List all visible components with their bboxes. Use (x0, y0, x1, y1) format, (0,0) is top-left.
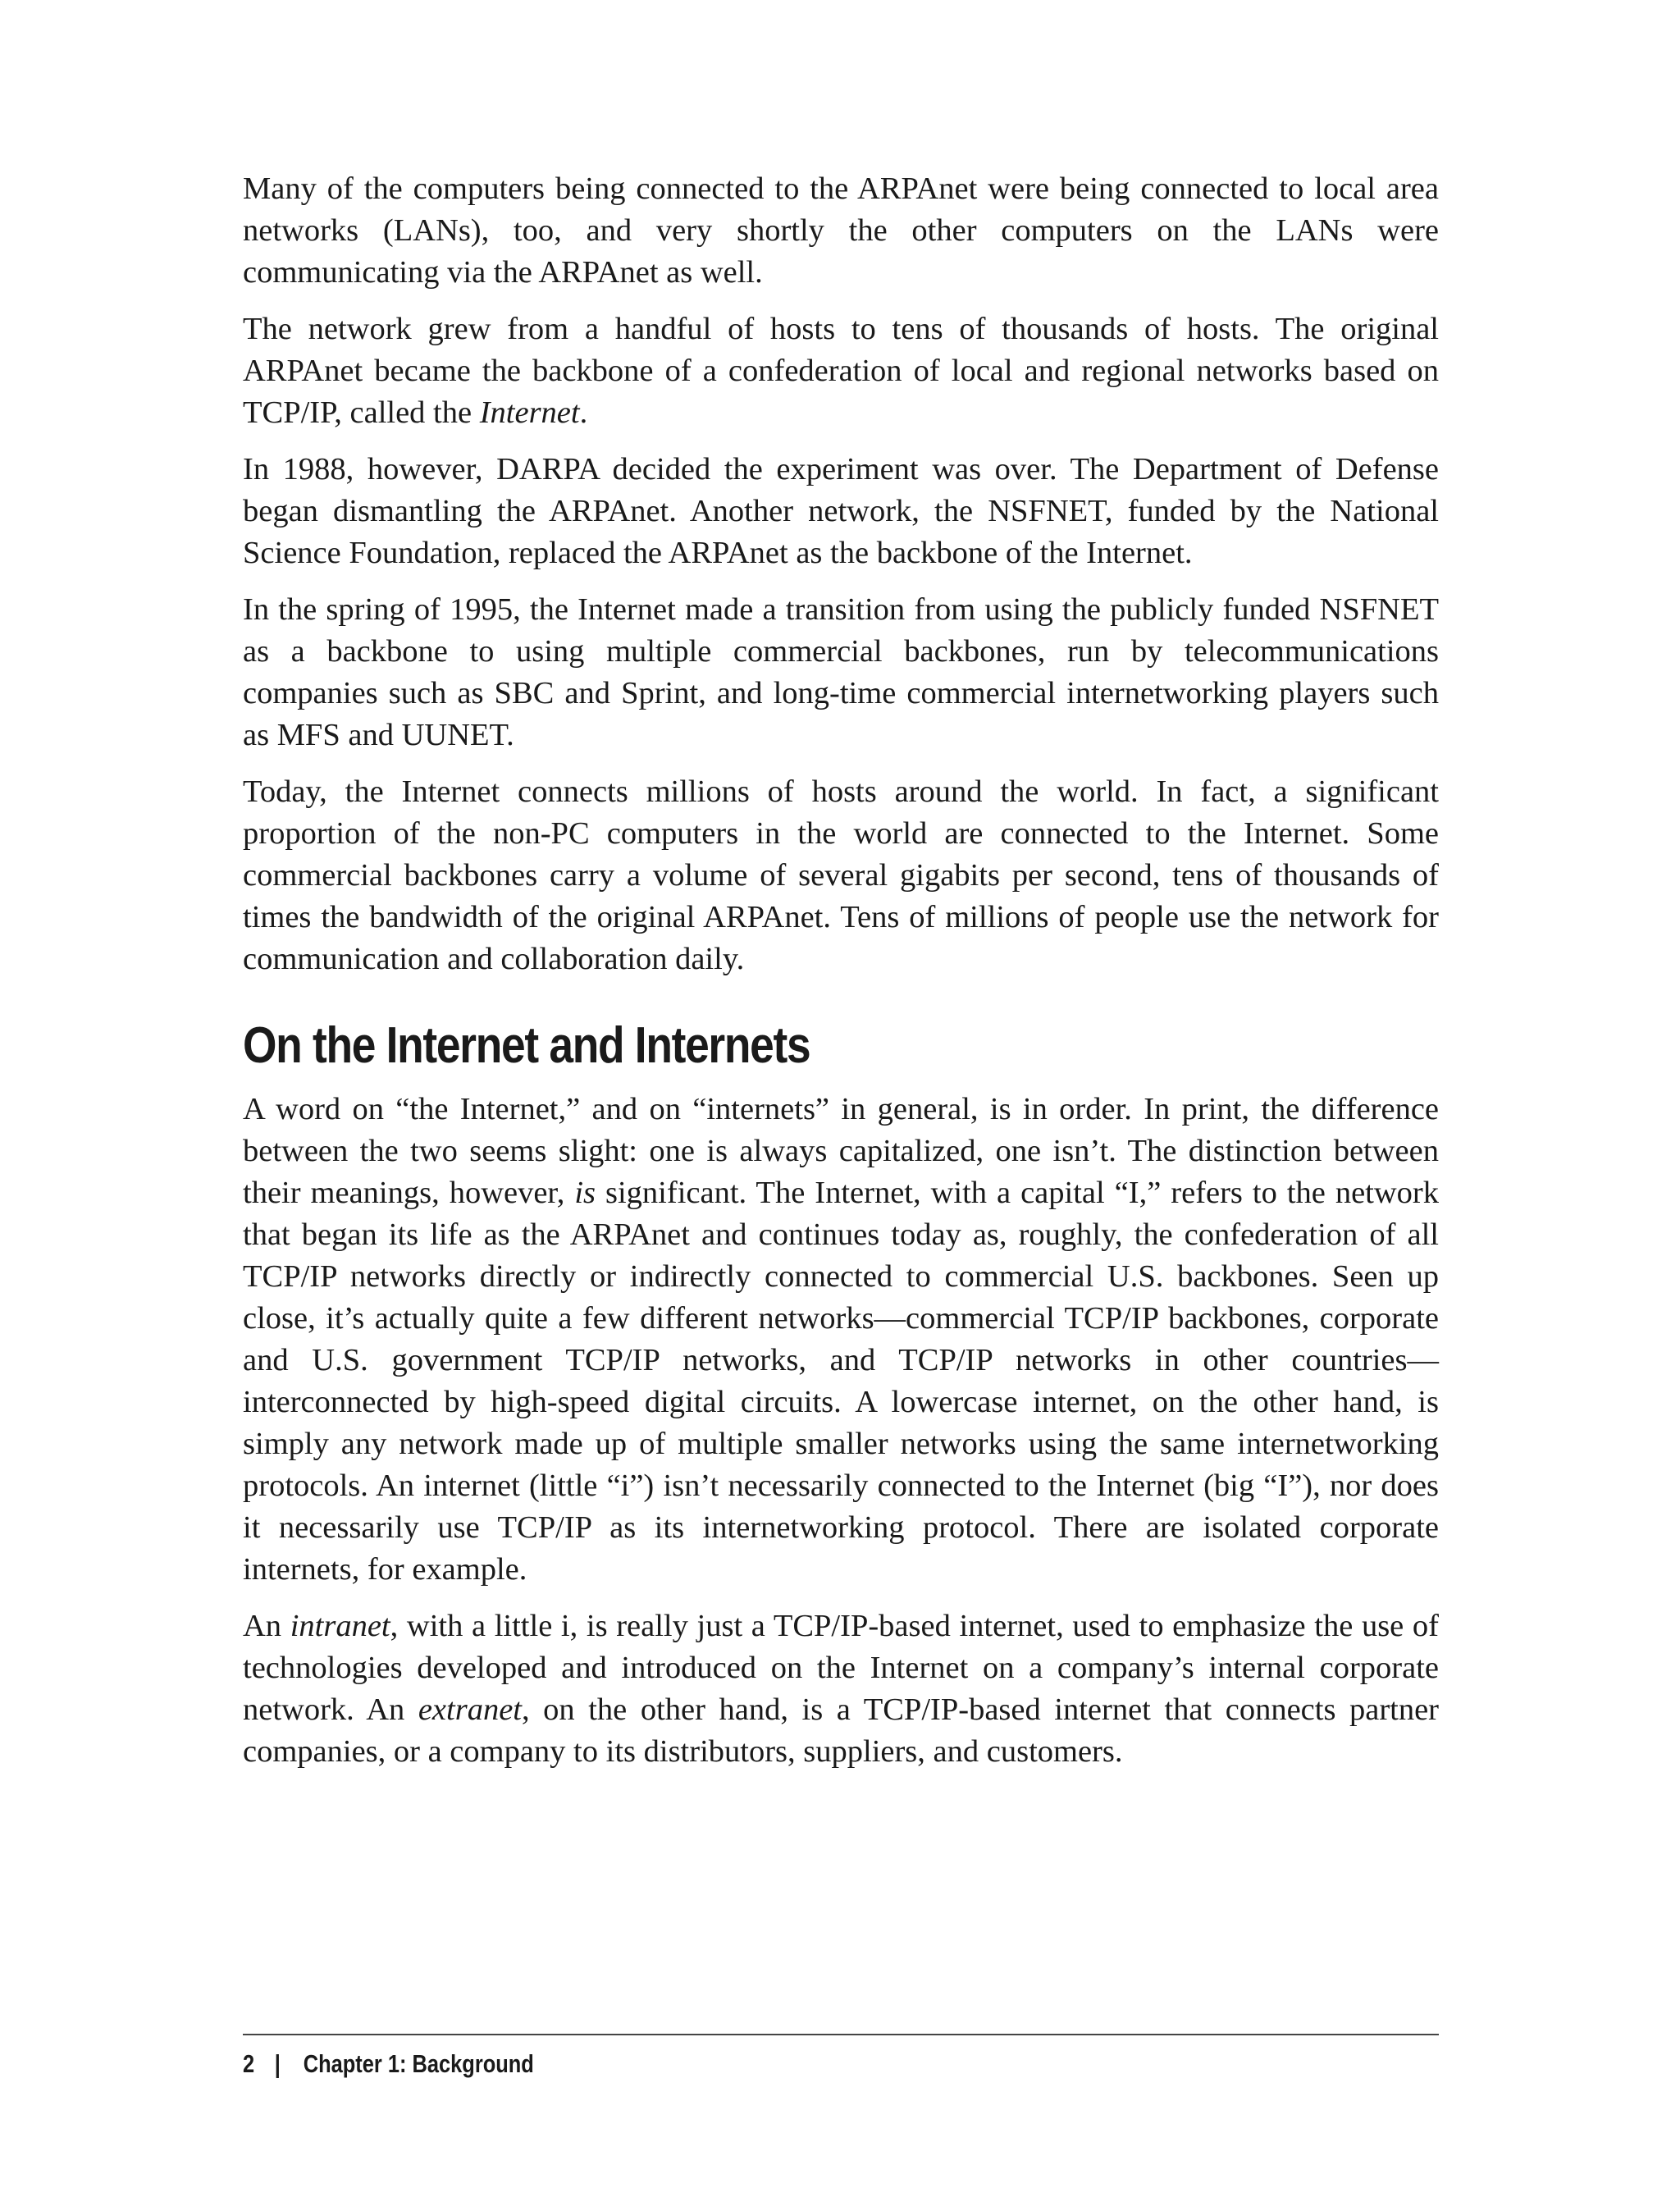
italic-term: Internet (479, 395, 580, 430)
italic-term: is (574, 1176, 596, 1210)
paragraph (243, 1605, 1439, 1773)
paragraph (243, 1089, 1439, 1591)
text-run: Today, the Internet connects millions of hosts around the world. In fact, a significant proportion of the non-PC computers in the world are connected to the Internet. Some commercial backbones carry a volume of several gigabits per second, tens of thousands of times the bandwidth of the original ARPAnet. Tens of millions of people use the network for communication and collaboration daily. (243, 774, 1439, 976)
text-run: A word on “the Internet,” and on “internets” in general, is in order. In print, the difference between the two seems slight: one is always capitalized, one isn’t. The distinction between their meanings, however, (243, 1092, 1439, 1210)
intro-text (243, 168, 1439, 980)
text-run: , on the other hand, is a TCP/IP-based internet that connects partner companies, or a company to its distributors, suppliers, and customers. (243, 1692, 1440, 1769)
text-run: Many of the computers being connected to the ARPAnet were being connected to local area networks (LANs), too, and very shortly the other computers on the LANs were communicating via the ARPAnet as well. (243, 171, 1439, 290)
text-run: significant. The Internet, with a capital “I,” refers to the network that began its life as the ARPAnet and continues today as, roughly, the confederation of all TCP/IP networks directly or indirectly connected to commercial U.S. backbones. Seen up close, it’s actually quite a few different networks—commercial TCP/IP backbones, corporate and U.S. government TCP/IP networks, and TCP/IP networks in other countries—interconnected by high-speed digital circuits. A lowercase internet, on the other hand, is simply any network made up of multiple smaller networks using the same internetworking protocols. An internet (little “i”) isn’t necessarily connected to the Internet (big “I”), nor does it necessarily use TCP/IP as its internetworking protocol. There are isolated corporate internets, for example. (243, 1176, 1439, 1587)
paragraph (243, 168, 1439, 294)
page-footer (243, 2048, 534, 2080)
paragraph (243, 449, 1439, 574)
footer-rule (243, 2034, 1439, 2035)
section-text (243, 1089, 1439, 1773)
chapter-label: Chapter 1: Background (303, 2049, 534, 2078)
text-run: In 1988, however, DARPA decided the experiment was over. The Department of Defense began dismantling the ARPAnet. Another network, the NSFNET, funded by the National Science Foundation, replaced the ARPAnet as the backbone of the Internet. (243, 452, 1439, 570)
text-run: An (243, 1609, 290, 1643)
text-run: The network grew from a handful of hosts to tens of thousands of hosts. The original ARPAnet became the backbone of a confederation of local and regional networks based on TCP/IP, called the (243, 312, 1439, 430)
page-body (243, 168, 1439, 1788)
text-run: , with a little i, is really just a TCP/IP-based internet, used to emphasize the use of technologies developed and introduced on the Internet on a company’s internal corporate network. An (243, 1609, 1439, 1727)
text-run: . (579, 395, 588, 430)
paragraph (243, 308, 1439, 434)
text-run: In the spring of 1995, the Internet made a transition from using the publicly funded NSFNET as a backbone to using multiple commercial backbones, run by telecommunications companies such as SBC and Sprint, and long-time commercial internetworking players such as MFS and UUNET. (243, 592, 1439, 752)
italic-term: extranet (418, 1692, 522, 1727)
paragraph (243, 589, 1439, 756)
paragraph (243, 771, 1439, 980)
italic-term: intranet (290, 1609, 390, 1643)
page-number: 2 (243, 2049, 255, 2078)
section-heading: On the Internet and Internets (243, 1017, 810, 1074)
footer-separator: | (274, 2049, 281, 2078)
